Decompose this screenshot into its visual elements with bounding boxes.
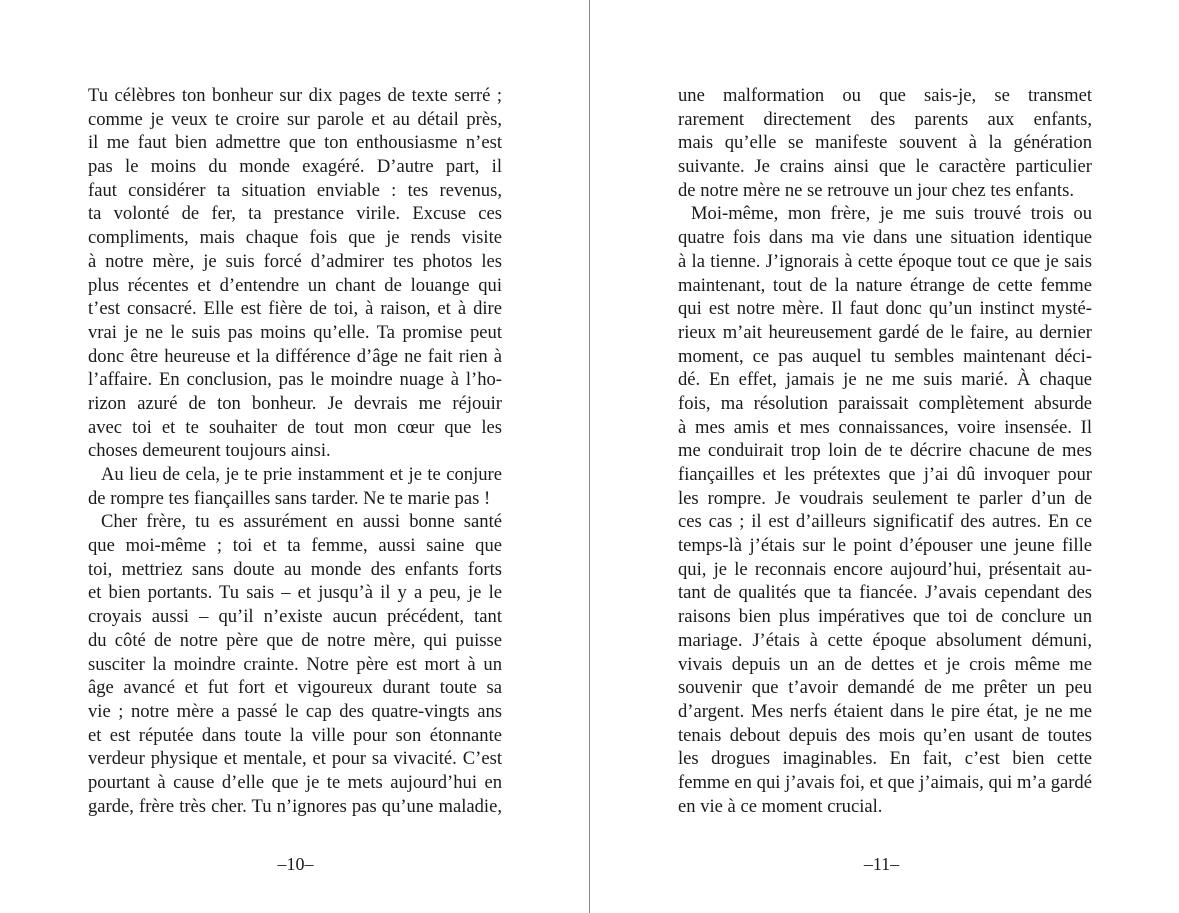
text-line: à la tienne. J’ignorais à cette époque tout ce que je sais bbox=[678, 250, 1092, 272]
text-line: donc être heureuse et la différence d’âge ne fait rien à bbox=[88, 345, 502, 367]
text-line: plus récentes et d’entendre un chant de louange qui bbox=[88, 274, 502, 296]
text-line: à mes amis et mes connaissances, voire insensée. Il bbox=[678, 416, 1092, 438]
text-line: l’affaire. En conclusion, pas le moindre nuage à l’ho- bbox=[88, 369, 502, 391]
text-line: souvenir que t’avoir demandé de me prêter un peu bbox=[678, 677, 1092, 699]
left-page-number: –10– bbox=[277, 854, 314, 874]
text-line: faut considérer ta situation enviable : tes revenus, bbox=[88, 179, 502, 201]
text-line: croyais aussi – qu’il n’existe aucun précédent, tant bbox=[88, 606, 502, 628]
text-line: du côté de notre père que de notre mère, qui puisse bbox=[88, 629, 502, 651]
text-line: avec toi et te souhaiter de tout mon cœur que les bbox=[88, 416, 502, 438]
text-line: garde, frère très cher. Tu n’ignores pas qu’une maladie, bbox=[88, 795, 502, 817]
text-line: les drogues imaginables. En fait, c’est bien cette bbox=[678, 748, 1092, 770]
text-line: une malformation ou que sais-je, se transmet bbox=[678, 85, 1092, 106]
text-line: qui, je le reconnais encore aujourd’hui, présentait au- bbox=[678, 558, 1092, 580]
text-line: moment, ce pas auquel tu sembles maintenant déci- bbox=[678, 345, 1092, 367]
text-line: choses demeurent toujours ainsi. bbox=[88, 440, 331, 462]
text-line: Tu célèbres ton bonheur sur dix pages de texte serré ; bbox=[88, 85, 502, 106]
text-line: ta volonté de fer, ta prestance virile. Excuse ces bbox=[88, 203, 502, 225]
text-line: suivante. Je crains ainsi que le caractère particulier bbox=[678, 156, 1092, 178]
text-line: raisons bien plus impératives que toi de conclure un bbox=[678, 606, 1092, 628]
text-line: mariage. J’étais à cette époque absolument démuni, bbox=[678, 629, 1092, 651]
text-line: comme je veux te croire sur parole et au détail près, bbox=[88, 108, 502, 130]
text-line: et est réputée dans toute la ville pour son étonnante bbox=[88, 724, 502, 746]
text-line: pourtant à cause d’elle que je te mets aujourd’hui en bbox=[88, 771, 502, 793]
text-line: verdeur physique et mentale, et pour sa vivacité. C’est bbox=[88, 748, 502, 770]
text-line: que moi-même ; toi et ta femme, aussi saine que bbox=[88, 535, 502, 557]
text-line: âge avancé et fut fort et vigoureux durant toute sa bbox=[88, 677, 502, 699]
text-line: qui est notre mère. Il faut donc qu’un instinct mysté- bbox=[678, 298, 1092, 320]
left-page-text bbox=[88, 84, 502, 818]
text-line: rieux m’ait heureusement gardé de le faire, au dernier bbox=[678, 321, 1092, 343]
text-line: en vie à ce moment crucial. bbox=[678, 795, 883, 817]
text-line: pas le moins du monde exagéré. D’autre part, il bbox=[88, 156, 502, 178]
text-line: me conduirait trop loin de te décrire chacune de mes bbox=[678, 440, 1092, 462]
text-line: Moi-même, mon frère, je me suis trouvé trois ou bbox=[691, 203, 1092, 225]
text-line: rarement directement des parents aux enfants, bbox=[678, 108, 1092, 130]
left-page bbox=[0, 0, 589, 913]
text-line: quatre fois dans ma vie dans une situation identique bbox=[678, 227, 1092, 249]
text-line: tenais debout depuis des mois qu’en usant de toutes bbox=[678, 724, 1092, 746]
text-line: tant de qualités que ta fiancée. J’avais cependant des bbox=[678, 582, 1092, 604]
text-line: et bien portants. Tu sais – et jusqu’à il y a peu, je le bbox=[88, 582, 502, 604]
right-page-number: –11– bbox=[863, 854, 900, 874]
text-line: fois, ma résolution paraissait complètement absurde bbox=[678, 392, 1092, 414]
text-line: fiançailles et les prétextes que j’ai dû invoquer pour bbox=[678, 464, 1092, 485]
text-line: rizon azuré de ton bonheur. Je devrais me réjouir bbox=[88, 392, 502, 414]
text-line: les rompre. Je voudrais seulement te parler d’un de bbox=[678, 487, 1092, 509]
text-line: t’est consacré. Elle est fière de toi, à raison, et à dire bbox=[88, 298, 502, 320]
text-line: maintenant, tout de la nature étrange de cette femme bbox=[678, 274, 1092, 296]
text-line: Au lieu de cela, je te prie instamment et je te conjure bbox=[101, 464, 502, 485]
text-line: temps-là j’étais sur le point d’épouser une jeune fille bbox=[678, 535, 1092, 557]
text-line: de notre mère ne se retrouve un jour chez tes enfants. bbox=[678, 179, 1074, 201]
text-line: vivais depuis un an de dettes et je crois même me bbox=[678, 653, 1092, 675]
text-line: femme en qui j’avais foi, et que j’aimais, qui m’a gardé bbox=[678, 771, 1092, 793]
text-line: toi, mettriez sans doute au monde des enfants forts bbox=[88, 558, 502, 580]
text-line: dé. En effet, jamais je ne me suis marié. À chaque bbox=[678, 369, 1092, 391]
text-line: ces cas ; il est d’ailleurs significatif des autres. En ce bbox=[678, 511, 1092, 533]
text-line: il me faut bien admettre que ton enthousiasme n’est bbox=[88, 132, 502, 154]
text-line: susciter la moindre crainte. Notre père est mort à un bbox=[88, 653, 502, 675]
text-line: d’argent. Mes nerfs étaient dans le pire état, je ne me bbox=[678, 700, 1092, 722]
right-page-text bbox=[678, 84, 1092, 818]
right-page bbox=[590, 0, 1179, 913]
text-line: de rompre tes fiançailles sans tarder. Ne te marie pas ! bbox=[88, 487, 491, 509]
text-line: Cher frère, tu es assurément en aussi bonne santé bbox=[101, 511, 502, 533]
text-line: vrai je ne le suis pas moins qu’elle. Ta promise peut bbox=[88, 321, 502, 343]
text-line: compliments, mais chaque fois que je rends visite bbox=[88, 227, 502, 249]
text-line: à notre mère, je suis forcé d’admirer tes photos les bbox=[88, 250, 502, 272]
text-line: vie ; notre mère a passé le cap des quatre-vingts ans bbox=[88, 700, 502, 722]
text-line: mais qu’elle se manifeste souvent à la génération bbox=[678, 132, 1092, 154]
